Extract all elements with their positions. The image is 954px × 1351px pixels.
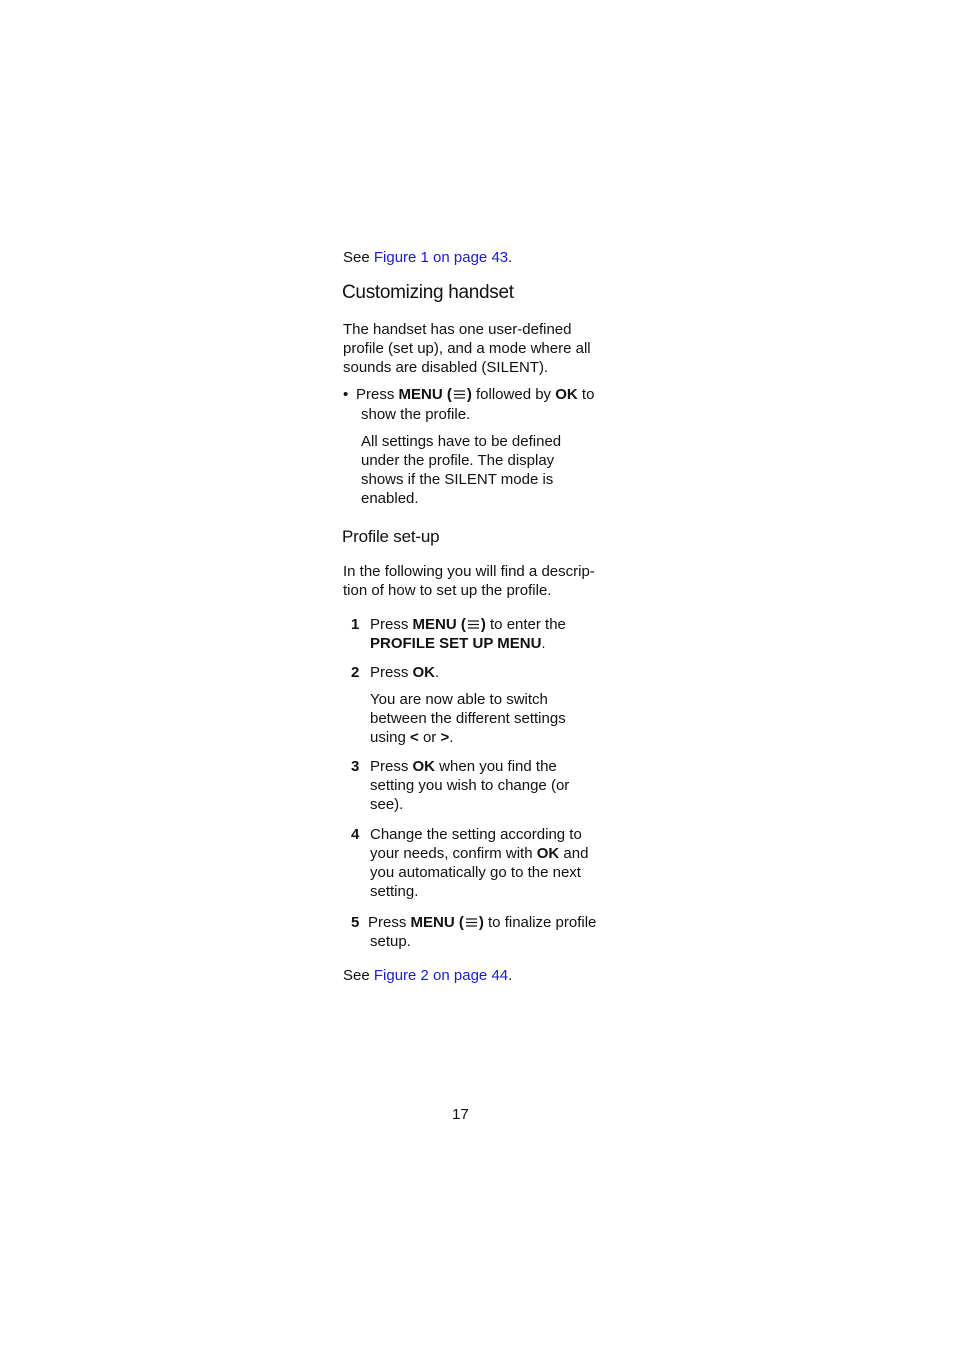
note-text: . — [449, 729, 454, 746]
step-text: your needs, confirm with — [370, 845, 537, 862]
menu-key-label: MENU ( — [412, 616, 466, 633]
note-line: All settings have to be defined — [361, 433, 562, 450]
step-text: to finalize profile — [483, 914, 597, 931]
menu-lines-icon — [466, 917, 477, 928]
menu-key-close: ) — [480, 616, 486, 633]
figure-1-link[interactable]: Figure 1 on page 43 — [373, 249, 509, 266]
section-heading-customizing-handset: Customizing handset — [342, 282, 514, 303]
intro-line: sounds are disabled (SILENT). — [343, 359, 549, 376]
step-text: . — [435, 664, 440, 681]
step-text: see). — [370, 796, 404, 813]
step-text: Press — [370, 664, 413, 681]
section2-intro — [343, 562, 595, 600]
bullet-text: Press — [356, 386, 399, 403]
step-text: and — [559, 845, 589, 862]
left-key-label: < — [410, 729, 419, 746]
figure-reference-bottom — [343, 966, 512, 985]
figure-2-link[interactable]: Figure 2 on page 44 — [373, 967, 509, 984]
step-text: to enter the — [485, 616, 566, 633]
menu-key-label: MENU ( — [398, 386, 452, 403]
bullet-text: to — [577, 386, 595, 403]
step-5-line-2: setup. — [370, 933, 411, 950]
menu-lines-icon — [454, 389, 465, 400]
note-text: using — [370, 729, 411, 746]
intro-line: tion of how to set up the profile. — [343, 582, 552, 599]
menu-key-close: ) — [478, 914, 484, 931]
intro-line: In the following you will find a descrip- — [343, 563, 595, 580]
note-line: between the different settings — [370, 710, 566, 727]
step-number: 5 — [351, 914, 360, 931]
step-text: Press — [370, 758, 413, 775]
step-text: Change the setting according to — [370, 826, 582, 843]
menu-key-close: ) — [466, 386, 472, 403]
bullet-line-2: show the profile. — [361, 406, 471, 423]
note-line: under the profile. The display — [361, 452, 555, 469]
step-text: . — [541, 635, 546, 652]
profile-set-up-menu-label: PROFILE SET UP MENU — [370, 635, 542, 652]
bullet-marker: • — [343, 386, 349, 403]
step-4 — [370, 825, 588, 901]
figure-reference-top — [343, 248, 512, 267]
step-text: Press — [368, 914, 411, 931]
step-3 — [370, 757, 569, 814]
note-line: shows if the SILENT mode is — [361, 471, 554, 488]
ok-key-label: OK — [412, 664, 436, 681]
right-key-label: > — [440, 729, 450, 746]
ok-key-label: OK — [555, 386, 578, 403]
menu-lines-icon — [468, 619, 479, 630]
step-number: 1 — [351, 616, 360, 633]
ok-key-label: OK — [412, 758, 436, 775]
bullet-text: followed by — [471, 386, 556, 403]
step-2 — [370, 663, 439, 682]
ok-key-label: OK — [536, 845, 560, 862]
note-line: You are now able to switch — [370, 691, 548, 708]
note-line: enabled. — [361, 490, 419, 507]
step-number: 2 — [351, 664, 360, 681]
note-text: or — [418, 729, 441, 746]
step-number: 4 — [351, 826, 360, 843]
intro-line: The handset has one user-defined — [343, 321, 572, 338]
menu-key-label: MENU ( — [410, 914, 464, 931]
reference-prefix: See — [343, 967, 374, 984]
step-text: when you find the — [435, 758, 557, 775]
reference-prefix: See — [343, 249, 374, 266]
step-text: you automatically go to the next — [370, 864, 581, 881]
section-heading-profile-set-up: Profile set-up — [342, 527, 440, 546]
bullet-item — [356, 385, 594, 404]
section1-intro — [343, 320, 591, 377]
step-2-note — [370, 690, 566, 747]
intro-line: profile (set up), and a mode where all — [343, 340, 591, 357]
reference-suffix: . — [508, 967, 513, 984]
step-text: setting you wish to change (or — [370, 777, 570, 794]
reference-suffix: . — [508, 249, 513, 266]
section1-note — [361, 432, 561, 508]
step-5 — [368, 913, 596, 932]
step-1 — [370, 615, 566, 653]
page-number: 17 — [452, 1106, 469, 1123]
step-number: 3 — [351, 758, 360, 775]
step-text: Press — [370, 616, 413, 633]
step-text: setting. — [370, 883, 419, 900]
